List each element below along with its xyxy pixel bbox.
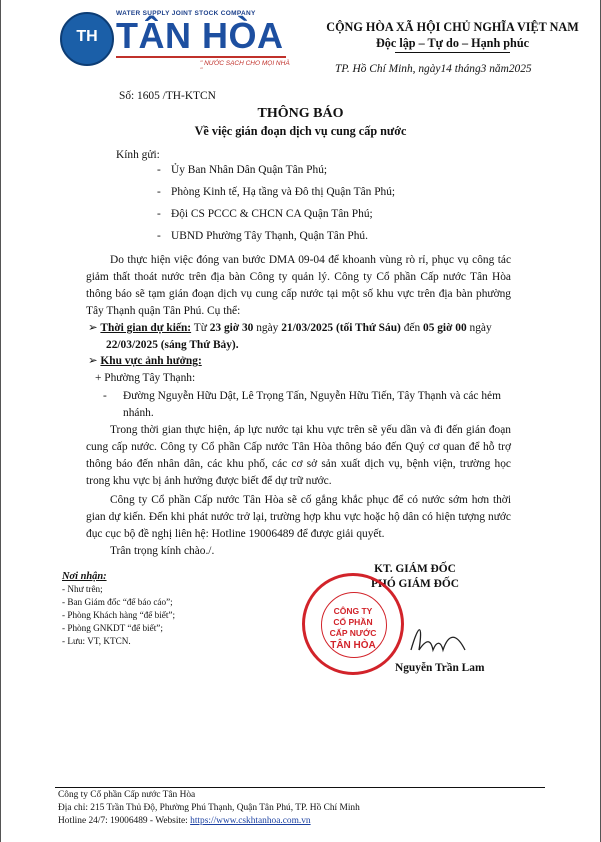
recipient-item: - Ủy Ban Nhân Dân Quận Tân Phú; <box>157 164 328 176</box>
place-date: TP. Hồ Chí Minh, ngày14 tháng3 năm2025 <box>335 63 532 75</box>
time-section: ➢ Thời gian dự kiến: Từ 23 giờ 30 ngày 21/03/2025 (tối Thứ Sáu) đến 05 giờ 00 ngày 22/03/2025 (sáng Thứ Bảy). <box>88 322 492 351</box>
signer-title-2: PHÓ GIÁM ĐỐC <box>371 578 459 590</box>
ward-name: + Phường Tây Thạnh: <box>95 372 196 384</box>
brand-name: TÂN HÒA <box>116 15 284 56</box>
company-seal-icon <box>60 12 114 66</box>
recipient-item: - Phòng Kinh tế, Hạ tầng và Đô thị Quận Tân Phú; <box>157 186 396 198</box>
recipients-box-item: - Như trên; <box>62 584 103 594</box>
closing: Trân trọng kính chào./. <box>110 545 215 557</box>
arrow-icon: ➢ <box>88 322 98 334</box>
time-label: Thời gian dự kiến: <box>100 322 192 334</box>
national-motto: Độc lập – Tự do – Hạnh phúc <box>375 36 530 50</box>
footer-hotline: Hotline 24/7: 19006489 - Website: https://www.cskhtanhoa.com.vn <box>58 816 311 826</box>
recipients-box-title: Nơi nhận: <box>62 571 107 582</box>
paragraph-2: Trong thời gian thực hiện, áp lực nước tại khu vực trên sẽ yếu dần và đi đến gián đoạn cung cấp nước. Công ty Cổ phần Cấp nước Tân Hòa thông báo đến Quý cơ quan để hỗ trợ thông báo đến nhân dân, các khu phố, các cơ sở sản xuất dịch vụ, bệnh viện, trường học trong khu vực bị ảnh hưởng được biết để dự trữ nước. <box>86 424 511 487</box>
footer <box>58 789 360 828</box>
arrow-icon: ➢ <box>88 355 98 367</box>
signer-title-1: KT. GIÁM ĐỐC <box>374 563 456 575</box>
greeting: Kính gửi: <box>116 149 160 161</box>
recipient-item: - Đội CS PCCC & CHCN CA Quận Tân Phú; <box>157 208 373 220</box>
company-logo <box>60 10 290 80</box>
document-subtitle: Về việc gián đoạn dịch vụ cung cấp nước <box>194 124 407 138</box>
area-section <box>88 353 202 367</box>
footer-address: Địa chỉ: 215 Trần Thủ Độ, Phường Phú Thạnh, Quận Tân Phú, TP. Hồ Chí Minh <box>58 803 360 813</box>
company-stamp: CÔNG TY CỔ PHẦN CẤP NƯỚC TÂN HÒA <box>302 573 404 675</box>
document-title: THÔNG BÁO <box>257 106 344 121</box>
logo-underline <box>116 56 286 58</box>
recipients-box <box>62 570 175 648</box>
company-english-name: WATER SUPPLY JOINT STOCK COMPANY <box>116 10 256 17</box>
website-link[interactable]: https://www.cskhtanhoa.com.vn <box>190 816 311 826</box>
country-name: CỘNG HÒA XÃ HỘI CHỦ NGHĨA VIỆT NAM <box>326 20 579 34</box>
footer-divider <box>55 787 545 788</box>
signer-name: Nguyễn Trần Lam <box>395 662 485 674</box>
recipients-box-item: - Lưu: VT, KTCN. <box>62 636 131 646</box>
recipient-item: - UBND Phường Tây Thạnh, Quận Tân Phú. <box>157 230 368 242</box>
brand-slogan: " NƯỚC SẠCH CHO MỌI NHÀ " <box>200 60 290 74</box>
footer-company: Công ty Cổ phần Cấp nước Tân Hòa <box>58 790 196 800</box>
document-number: Số: 1605 /TH-KTCN <box>119 90 216 102</box>
paragraph-3: Công ty Cổ phần Cấp nước Tân Hòa sẽ cố gắng khắc phục để có nước sớm hơn thời gian dự kiến. Đến khi phát nước trở lại, trường hợp khu vực hoặc hộ dân có hiện tượng nước đục cục bộ đề nghị liên hệ: Hotline 19006489 để được giải quyết. <box>86 494 511 540</box>
recipients-box-item: - Phòng GNKDT “để biết”; <box>62 623 163 633</box>
intro-paragraph: Do thực hiện việc đóng van bước DMA 09-04 để khoanh vùng rò rỉ, phục vụ công tác giảm thất thoát nước trên địa bàn Công ty quản lý. Công ty Cổ phần Cấp nước Tân Hòa thông báo sẽ tạm gián đoạn dịch vụ cung cấp nước tại một số khu vực trên địa bàn phường Tây Thạnh quận Tân Phú. Cụ thể: <box>86 254 511 317</box>
motto-underline <box>395 52 510 53</box>
handwritten-signature <box>405 620 475 660</box>
recipients-box-item: - Phòng Khách hàng “để biết”; <box>62 610 176 620</box>
recipients-box-item: - Ban Giám đốc “để báo cáo”; <box>62 597 173 607</box>
area-label: Khu vực ảnh hưởng: <box>100 355 202 367</box>
streets-list-cont: nhánh. <box>123 407 154 419</box>
